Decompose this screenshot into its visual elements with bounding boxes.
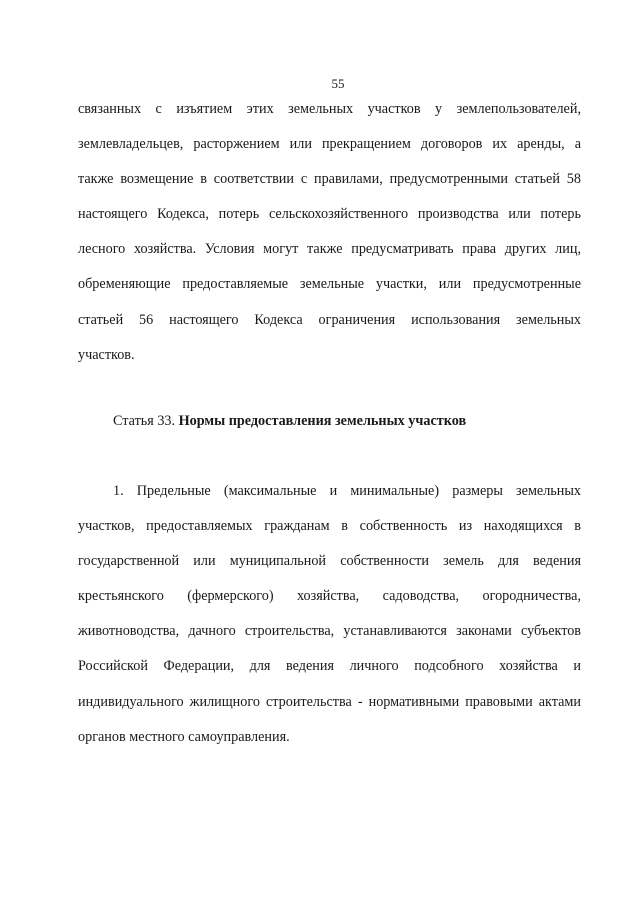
text-line: индивидуального жилищного строительства - нормативными правовыми актами [78,693,581,710]
text-line: 1. Предельные (максимальные и минимальные) размеры земельных [113,483,581,499]
text-line: органов местного самоуправления. [78,728,290,745]
paragraph-article-33-item-1 [78,474,581,755]
text-line: также возмещение в соответствии с правилами, предусмотренными статьей 58 [78,171,581,188]
text-line: обременяющие предоставляемые земельные участки, или предусмотренные [78,276,581,293]
text-line: статьей 56 настоящего Кодекса ограничения использования земельных [78,311,581,328]
text-line: землевладельцев, расторжением или прекращением договоров их аренды, а [78,136,581,153]
text-line: настоящего Кодекса, потерь сельскохозяйственного производства или потерь [78,206,581,223]
text-line: лесного хозяйства. Условия могут также предусматривать права других лиц, [78,241,581,258]
article-heading [113,404,466,439]
text-line: Российской Федерации, для ведения личного подсобного хозяйства и [78,658,581,675]
article-label: Статья 33. [113,413,176,429]
text-line: животноводства, дачного строительства, устанавливаются законами субъектов [78,623,581,640]
text-line: участков. [78,346,135,363]
text-line: государственной или муниципальной собственности земель для ведения [78,553,581,570]
text-line: крестьянского (фермерского) хозяйства, садоводства, огородничества, [78,588,581,605]
article-title: Нормы предоставления земельных участков [178,413,467,429]
paragraph-continuation [78,92,581,373]
text-line: участков, предоставляемых гражданам в собственность из находящихся в [78,518,581,535]
text-line: связанных с изъятием этих земельных участков у землепользователей, [78,101,581,117]
page-number: 55 [331,76,345,91]
